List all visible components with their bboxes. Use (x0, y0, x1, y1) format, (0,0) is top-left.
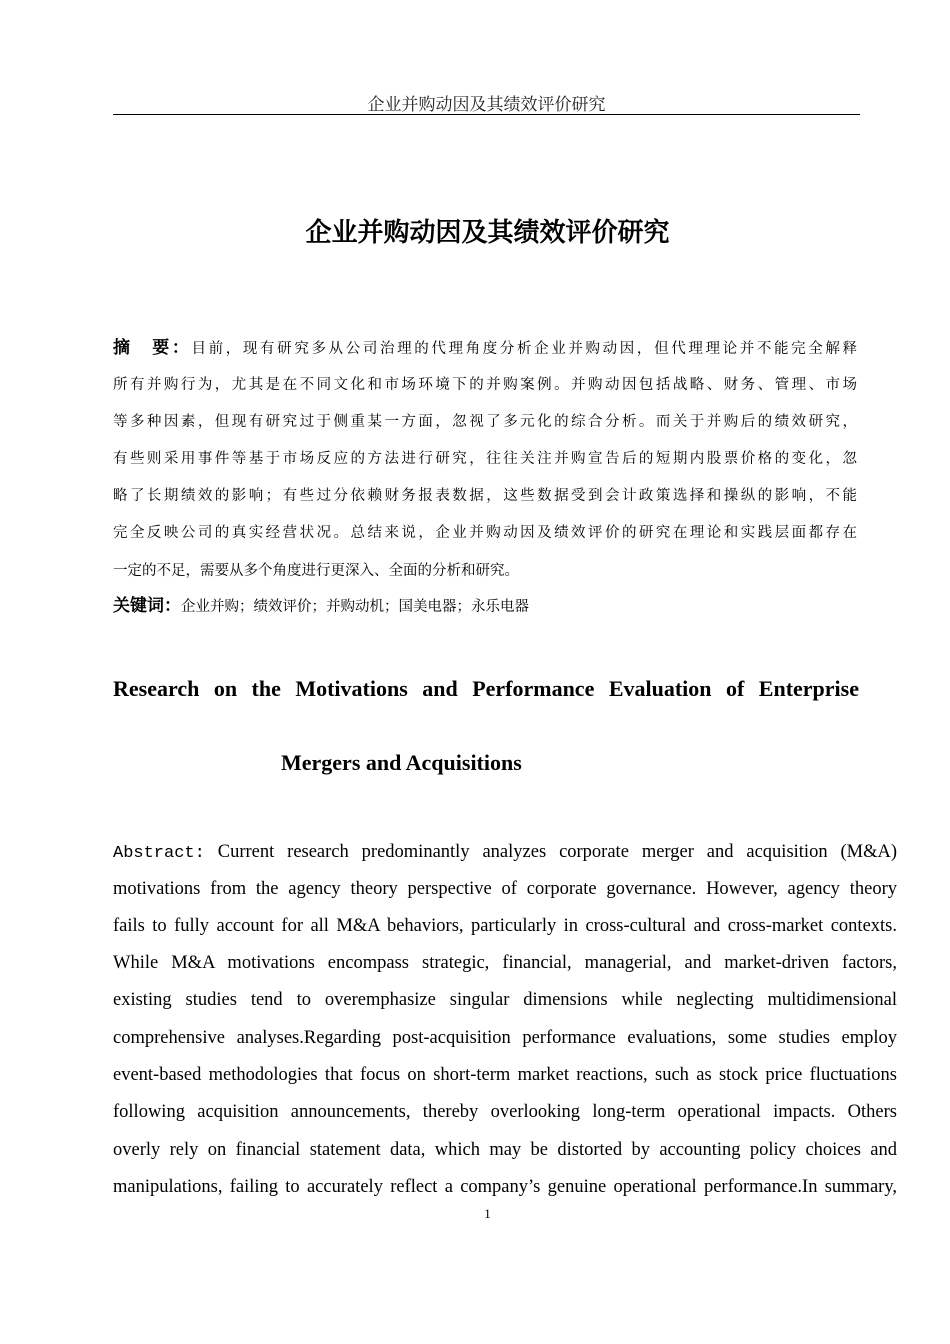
en-abstract-line: While M&A motivations encompass strategic, financial, managerial, and market-driven factors, (113, 953, 897, 973)
running-header: 企业并购动因及其绩效评价研究 (367, 95, 606, 115)
cn-abstract-line: 有些则采用事件等基于市场反应的方法进行研究，往往关注并购宣告后的短期内股票价格的变化，忽 (113, 451, 857, 467)
en-abstract-line: manipulations, failing to accurately reflect a company’s genuine operational performance.In summary, (113, 1177, 897, 1197)
en-abstract-line (113, 840, 897, 864)
english-title-line: Research on the Motivations and Performance Evaluation of Enterprise (113, 676, 859, 701)
en-abstract-line: overly rely on financial statement data, which may be distorted by accounting policy choices and (113, 1140, 897, 1160)
cn-abstract-line: 略了长期绩效的影响；有些过分依赖财务报表数据，这些数据受到会计政策选择和操纵的影响，不能 (113, 488, 857, 504)
cn-abstract-label: 摘 要： (113, 338, 192, 358)
en-abstract-line: motivations from the agency theory perspective of corporate governance. However, agency theory (113, 879, 897, 899)
en-abstract-text: Current research predominantly analyzes corporate merger and acquisition (M&A) (217, 842, 897, 862)
en-abstract-line: fails to fully account for all M&A behaviors, particularly in cross-cultural and cross-market contexts. (113, 916, 897, 936)
page-title: 企业并购动因及其绩效评价研究 (305, 218, 670, 248)
page-number: 1 (484, 1206, 491, 1221)
cn-abstract-line: 一定的不足，需要从多个角度进行更深入、全面的分析和研究。 (113, 563, 519, 579)
cn-abstract-line: 完全反映公司的真实经营状况。总结来说，企业并购动因及绩效评价的研究在理论和实践层面都存在 (113, 525, 857, 541)
en-abstract-line: following acquisition announcements, thereby overlooking long-term operational impacts. Others (113, 1102, 897, 1122)
cn-abstract-text: 目前，现有研究多从公司治理的代理角度分析企业并购动因，但代理理论并不能完全解释 (191, 341, 858, 357)
keywords-text: 企业并购；绩效评价；并购动机；国美电器；永乐电器 (181, 599, 529, 615)
cn-abstract-line: 所有并购行为，尤其是在不同文化和市场环境下的并购案例。并购动因包括战略、财务、管理、市场 (113, 377, 857, 393)
en-abstract-line: existing studies tend to overemphasize singular dimensions while neglecting multidimensional (113, 990, 897, 1010)
cn-abstract-line: 等多种因素，但现有研究过于侧重某一方面，忽视了多元化的综合分析。而关于并购后的绩效研究， (113, 414, 857, 430)
en-abstract-line: event-based methodologies that focus on short-term market reactions, such as stock price fluctuations (113, 1065, 897, 1085)
en-abstract-label: Abstract: (113, 844, 205, 863)
english-title-line: Mergers and Acquisitions (281, 750, 522, 775)
en-abstract-line: comprehensive analyses.Regarding post-acquisition performance evaluations, some studies employ (113, 1028, 897, 1048)
header-rule (113, 114, 860, 115)
keywords-label: 关键词： (113, 596, 181, 616)
cn-abstract-line (113, 338, 857, 358)
keywords (113, 596, 857, 616)
